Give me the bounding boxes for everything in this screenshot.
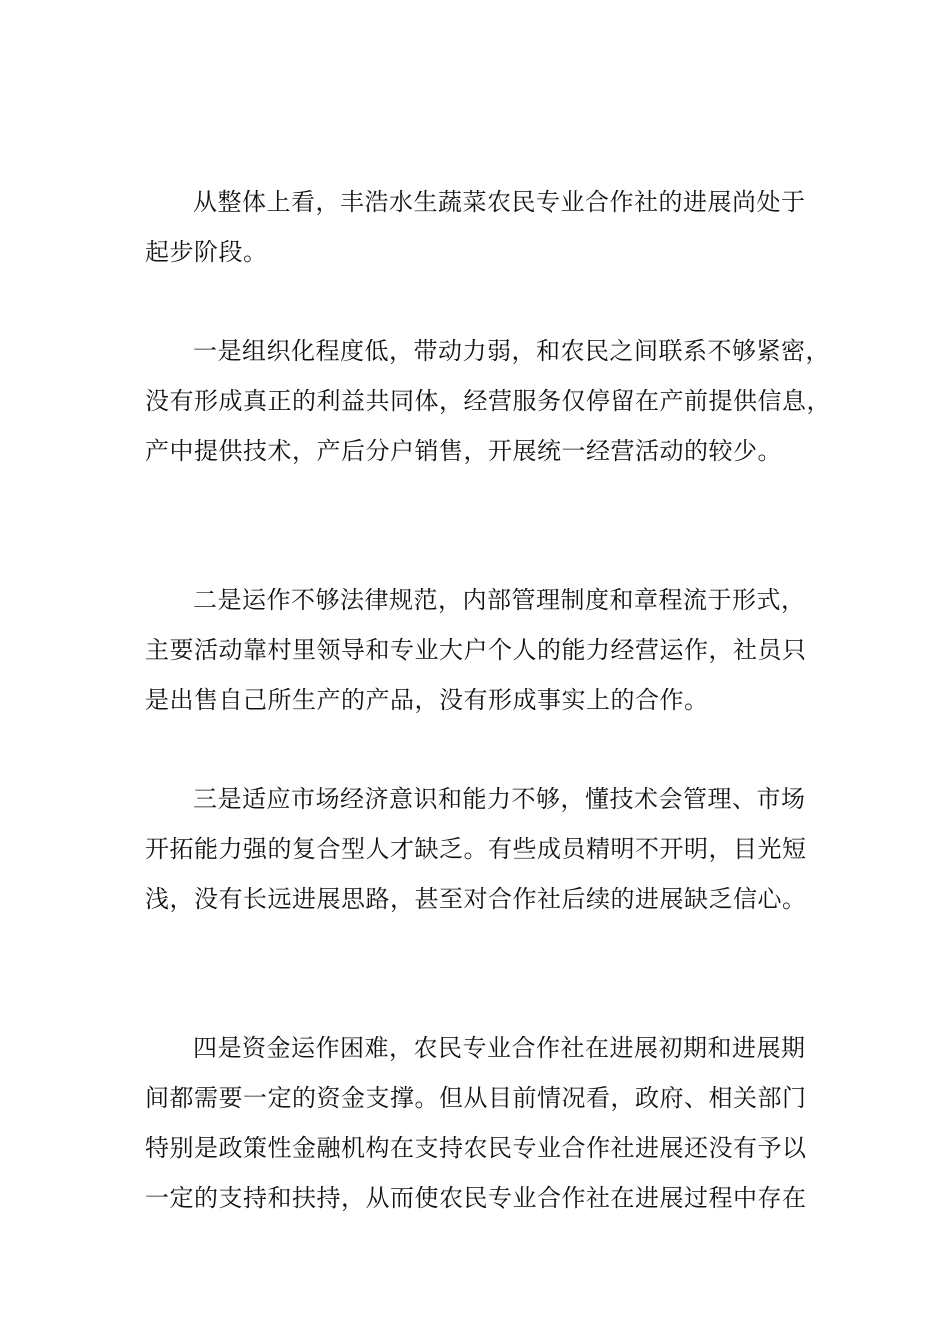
paragraph-point-three: [145, 774, 815, 924]
text-line: 主要活动靠村里领导和专业大户个人的能力经营运作，社员只: [145, 636, 807, 664]
text-line: 没有形成真正的利益共同体，经营服务仅停留在产前提供信息，: [145, 387, 831, 415]
text-line: 四是资金运作困难，农民专业合作社在进展初期和进展期: [193, 1034, 806, 1062]
paragraph-point-one: [145, 326, 831, 476]
text-line: 二是运作不够法律规范，内部管理制度和章程流于形式，: [193, 586, 806, 614]
text-line: 浅，没有长远进展思路，甚至对合作社后续的进展缺乏信心。: [145, 885, 807, 913]
text-line: 产中提供技术，产后分户销售，开展统一经营活动的较少。: [145, 437, 782, 465]
text-line: 是出售自己所生产的产品，没有形成事实上的合作。: [145, 686, 709, 714]
paragraph-point-four: [145, 1023, 815, 1223]
text-line: 三是适应市场经济意识和能力不够，懂技术会管理、市场: [193, 785, 806, 813]
text-line: 一是组织化程度低，带动力弱，和农民之间联系不够紧密，: [193, 337, 830, 365]
text-line: 开拓能力强的复合型人才缺乏。有些成员精明不开明，目光短: [145, 835, 807, 863]
paragraph-overall: [145, 177, 815, 277]
text-line: 从整体上看，丰浩水生蔬菜农民专业合作社的进展尚处于: [193, 188, 806, 216]
paragraph-point-two: [145, 575, 815, 725]
text-line: 起步阶段。: [145, 238, 268, 266]
text-line: 特别是政策性金融机构在支持农民专业合作社进展还没有予以: [145, 1134, 807, 1162]
text-line: 一定的支持和扶持，从而使农民专业合作社在进展过程中存在: [145, 1184, 807, 1212]
text-line: 间都需要一定的资金支撑。但从目前情况看，政府、相关部门: [145, 1084, 807, 1112]
